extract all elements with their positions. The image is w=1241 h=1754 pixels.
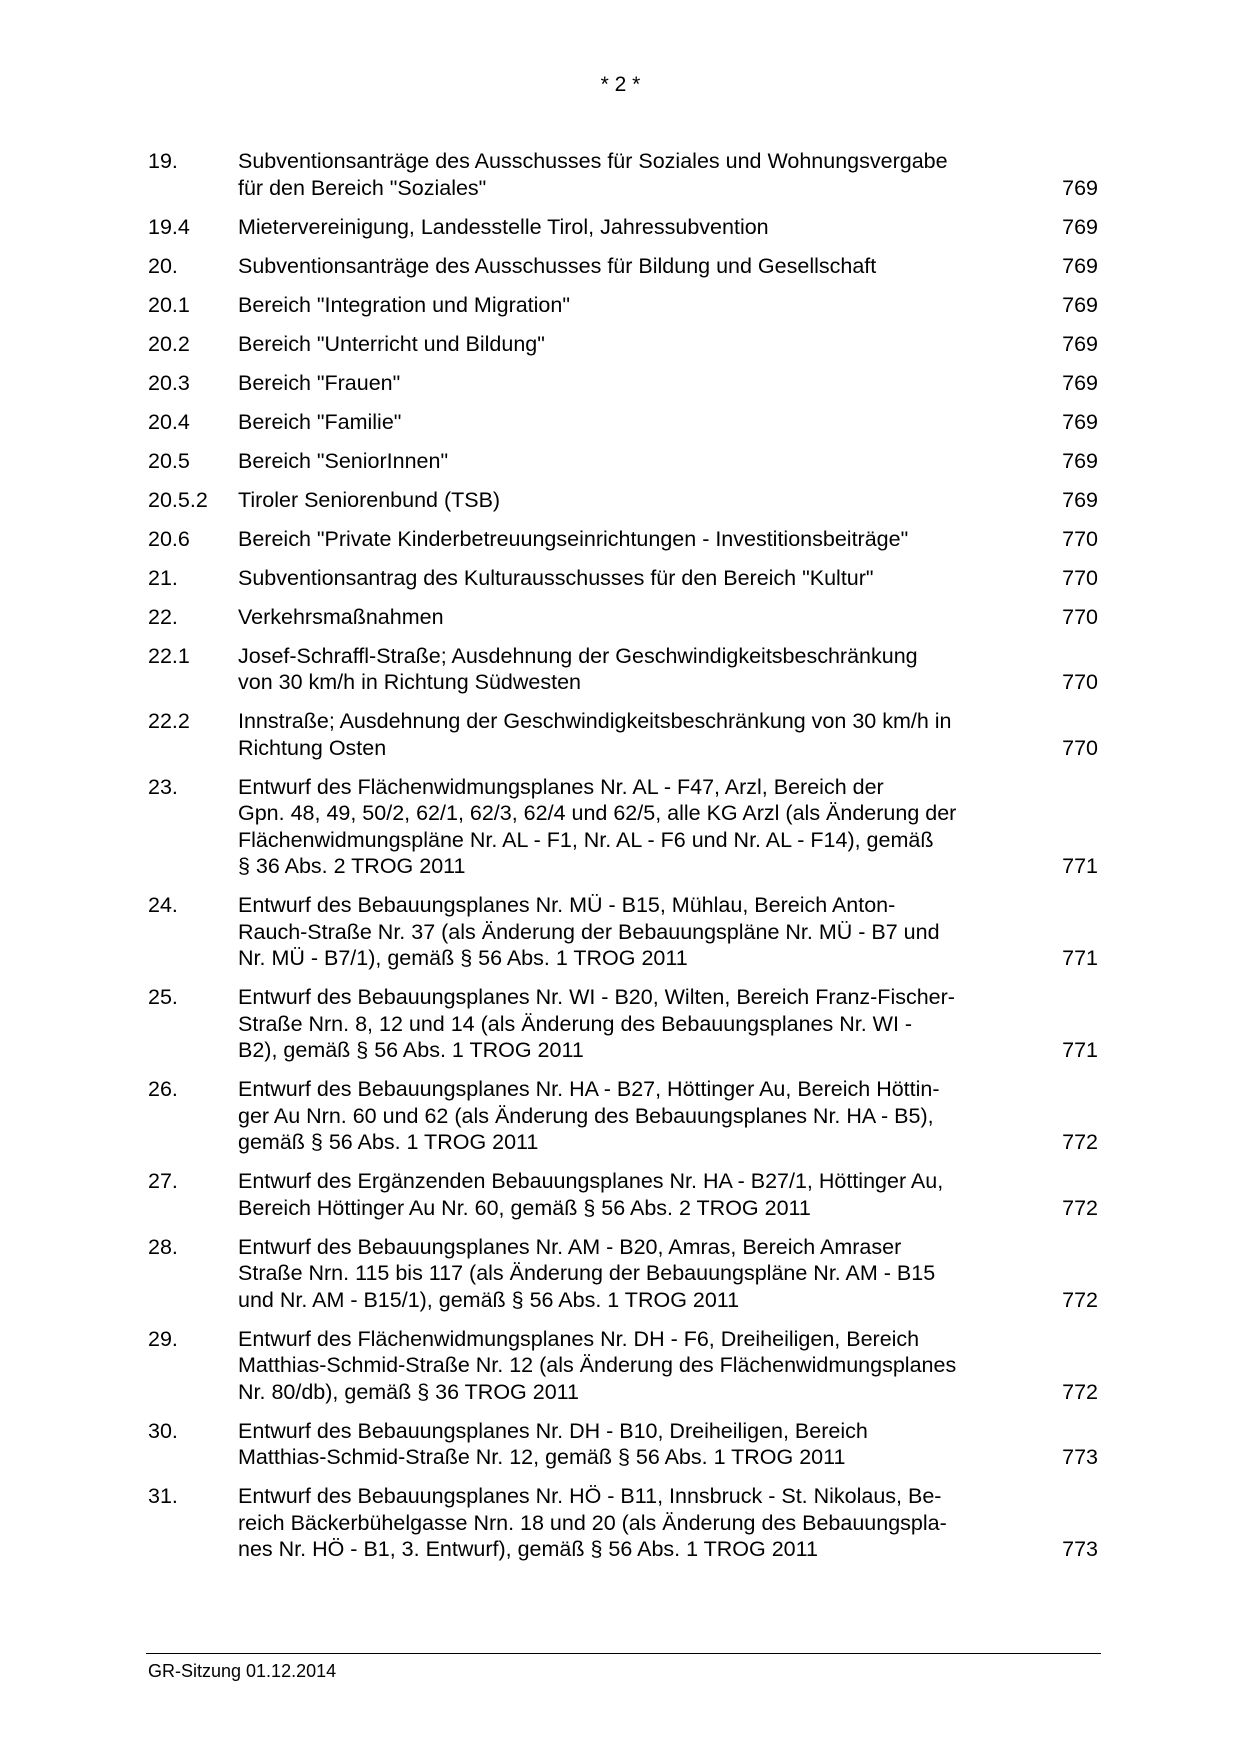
toc-entry: [148, 892, 1098, 972]
toc-entry-title: [238, 1483, 1013, 1563]
toc-entry-title: [238, 604, 1013, 631]
toc-entry-number: 20.5.2: [148, 487, 208, 512]
toc-entry: [148, 708, 1098, 761]
toc-entry-title-line: Subventionsanträge des Ausschusses für Bildung und Gesellschaft: [238, 253, 877, 278]
toc-entry-title: [238, 331, 1013, 358]
toc-entry-title-line: Entwurf des Bebauungsplanes Nr. AM - B20, Amras, Bereich Amraser: [238, 1234, 902, 1259]
toc-entry-title-line: ger Au Nrn. 60 und 62 (als Änderung des Bebauungsplanes Nr. HA - B5),: [238, 1103, 934, 1128]
toc-entry-number: 19.4: [148, 214, 190, 239]
toc-entry-title: [238, 984, 1013, 1064]
toc-entry: [148, 984, 1098, 1064]
toc-entry-page: 772: [1062, 1287, 1098, 1312]
toc-entry-number: 20.4: [148, 409, 190, 434]
toc-entry-number: 31.: [148, 1484, 178, 1508]
toc-entry-title-line: Verkehrsmaßnahmen: [238, 604, 444, 629]
toc-entry-title-line: Gpn. 48, 49, 50/2, 62/1, 62/3, 62/4 und 62/5, alle KG Arzl (als Änderung der: [238, 801, 957, 825]
toc-entry-page: 769: [1062, 370, 1098, 395]
toc-entry: [148, 331, 1098, 358]
toc-entry-title-line: Entwurf des Bebauungsplanes Nr. HÖ - B11, Innsbruck - St. Nikolaus, Be-: [238, 1484, 942, 1508]
toc-entry-title-line: Richtung Osten: [238, 735, 387, 760]
toc-entry-page: 770: [1062, 670, 1098, 694]
toc-entry-number: 19.: [148, 149, 178, 173]
toc-entry-title: [238, 1326, 1013, 1406]
toc-entry-page: 769: [1062, 487, 1098, 512]
toc-entry-page: 769: [1062, 175, 1098, 200]
toc-entry-title: [238, 292, 1013, 319]
toc-entry: [148, 1168, 1098, 1221]
toc-entry-title-line: Entwurf des Bebauungsplanes Nr. HA - B27, Höttinger Au, Bereich Höttin-: [238, 1077, 940, 1101]
toc-entry-number: 25.: [148, 985, 178, 1009]
toc-entry: [148, 409, 1098, 436]
toc-entry-title-line: gemäß § 56 Abs. 1 TROG 2011: [238, 1130, 539, 1154]
toc-entry-page: 770: [1062, 604, 1098, 629]
toc-entry-title: [238, 1234, 1013, 1314]
toc-entry-page: 772: [1062, 1195, 1098, 1220]
toc-entry-title: [238, 708, 1013, 761]
toc-entry-title-line: Matthias-Schmid-Straße Nr. 12 (als Änderung des Flächenwidmungsplanes: [238, 1353, 957, 1377]
toc-entry-title-line: § 36 Abs. 2 TROG 2011: [238, 854, 466, 878]
toc-entry-number: 28.: [148, 1234, 178, 1259]
toc-entry-title-line: Nr. 80/db), gemäß § 36 TROG 2011: [238, 1379, 579, 1404]
toc-entry-title-line: Innstraße; Ausdehnung der Geschwindigkeitsbeschränkung von 30 km/h in: [238, 709, 952, 733]
toc-entry-number: 23.: [148, 774, 178, 799]
toc-entry-page: 771: [1062, 854, 1098, 878]
toc-entry-title-line: Bereich Höttinger Au Nr. 60, gemäß § 56 Abs. 2 TROG 2011: [238, 1195, 811, 1220]
toc-entry-page: 771: [1062, 946, 1098, 970]
toc-entry-number: 20.: [148, 253, 178, 278]
toc-entry-page: 770: [1062, 565, 1098, 590]
toc-entry: [148, 565, 1098, 592]
toc-entry-title-line: B2), gemäß § 56 Abs. 1 TROG 2011: [238, 1038, 584, 1062]
toc-entry: [148, 1418, 1098, 1471]
toc-entry-title-line: Bereich "Frauen": [238, 370, 401, 395]
toc-entry-page: 769: [1062, 253, 1098, 278]
toc-entry-page: 769: [1062, 448, 1098, 473]
toc-entry-number: 27.: [148, 1169, 178, 1193]
toc-entry: [148, 643, 1098, 696]
toc-entry-title-line: Mietervereinigung, Landesstelle Tirol, Jahressubvention: [238, 214, 769, 239]
toc-entry: [148, 370, 1098, 397]
toc-entry: [148, 487, 1098, 514]
toc-entry-number: 20.3: [148, 370, 190, 395]
toc-entry-title: [238, 1418, 1013, 1471]
toc-entry-title-line: Flächenwidmungspläne Nr. AL - F1, Nr. AL - F6 und Nr. AL - F14), gemäß: [238, 827, 934, 852]
toc-entry: [148, 1234, 1098, 1314]
toc-entry-title: [238, 1168, 1013, 1221]
toc-entry-title: [238, 565, 1013, 592]
toc-entry: [148, 604, 1098, 631]
toc-entry-title-line: Josef-Schraffl-Straße; Ausdehnung der Geschwindigkeitsbeschränkung: [238, 643, 918, 668]
toc-entry: [148, 148, 1098, 201]
toc-entry-title-line: Entwurf des Flächenwidmungsplanes Nr. AL - F47, Arzl, Bereich der: [238, 774, 884, 799]
toc-entry-title: [238, 1076, 1013, 1156]
toc-entry-title-line: Tiroler Seniorenbund (TSB): [238, 487, 501, 512]
toc-entry-number: 20.1: [148, 292, 190, 317]
footer-divider: [146, 1653, 1101, 1654]
toc-entry-page: 773: [1062, 1445, 1098, 1469]
toc-entry: [148, 292, 1098, 319]
toc-entry-title: [238, 526, 1013, 553]
toc-entry-title-line: Straße Nrn. 8, 12 und 14 (als Änderung des Bebauungsplanes Nr. WI -: [238, 1011, 913, 1036]
toc-entry-title: [238, 148, 1013, 201]
toc-entry-number: 22.2: [148, 709, 190, 733]
toc-entry-title-line: Entwurf des Ergänzenden Bebauungsplanes Nr. HA - B27/1, Höttinger Au,: [238, 1169, 944, 1193]
toc-entry: [148, 774, 1098, 880]
toc-entry-title-line: Entwurf des Flächenwidmungsplanes Nr. DH - F6, Dreiheiligen, Bereich: [238, 1326, 920, 1351]
toc-entry-page: 769: [1062, 214, 1098, 239]
toc-entry-title-line: reich Bäckerbühelgasse Nrn. 18 und 20 (als Änderung des Bebauungspla-: [238, 1510, 947, 1535]
toc-entry-page: 771: [1062, 1038, 1098, 1062]
toc-entry-title: [238, 214, 1013, 241]
toc-entry-number: 20.5: [148, 448, 190, 473]
toc-entry-page: 769: [1062, 292, 1098, 317]
toc-entry-page: 773: [1062, 1537, 1098, 1561]
toc-entry-title-line: Straße Nrn. 115 bis 117 (als Änderung der Bebauungspläne Nr. AM - B15: [238, 1261, 936, 1285]
toc-entry-title-line: Nr. MÜ - B7/1), gemäß § 56 Abs. 1 TROG 2011: [238, 946, 688, 970]
toc-entry-title-line: Bereich "Familie": [238, 409, 402, 434]
toc-entry: [148, 526, 1098, 553]
toc-entry-title: [238, 409, 1013, 436]
toc-entry-page: 770: [1062, 526, 1098, 551]
toc-entry-number: 22.1: [148, 643, 190, 668]
toc-entry-title-line: Bereich "Unterricht und Bildung": [238, 331, 545, 356]
toc-entry-number: 21.: [148, 565, 178, 590]
toc-entry-title: [238, 487, 1013, 514]
footer-session-date: GR-Sitzung 01.12.2014: [148, 1661, 337, 1681]
toc-entry-title: [238, 253, 1013, 280]
toc-entry-page: 769: [1062, 409, 1098, 434]
toc-entry-title-line: Bereich "SeniorInnen": [238, 448, 449, 473]
toc-entry-title-line: nes Nr. HÖ - B1, 3. Entwurf), gemäß § 56 Abs. 1 TROG 2011: [238, 1537, 818, 1561]
toc-entry-title-line: Bereich "Private Kinderbetreuungseinrichtungen - Investitionsbeiträge": [238, 526, 909, 551]
toc-entry-title-line: für den Bereich "Soziales": [238, 175, 487, 200]
toc-entry-page: 769: [1062, 331, 1098, 356]
toc-entry: [148, 1326, 1098, 1406]
toc-entry-title: [238, 448, 1013, 475]
toc-entry: [148, 253, 1098, 280]
toc-entry-title-line: Entwurf des Bebauungsplanes Nr. MÜ - B15, Mühlau, Bereich Anton-: [238, 893, 896, 917]
toc-entry-number: 30.: [148, 1418, 178, 1443]
toc-entry-title-line: Entwurf des Bebauungsplanes Nr. DH - B10, Dreiheiligen, Bereich: [238, 1418, 868, 1443]
toc-entry-title-line: Subventionsanträge des Ausschusses für Soziales und Wohnungsvergabe: [238, 149, 948, 173]
toc-entry-title-line: Subventionsantrag des Kulturausschusses für den Bereich "Kultur": [238, 565, 874, 590]
toc-entry-title-line: Entwurf des Bebauungsplanes Nr. WI - B20, Wilten, Bereich Franz-Fischer-: [238, 985, 955, 1009]
toc-entry-title-line: Bereich "Integration und Migration": [238, 292, 570, 317]
page-number-header: * 2 *: [600, 73, 641, 96]
toc-entry-number: 20.6: [148, 526, 190, 551]
toc-entry-number: 26.: [148, 1077, 178, 1101]
toc-entry-title: [238, 370, 1013, 397]
toc-entry-page: 772: [1062, 1379, 1098, 1404]
toc-entry-page: 770: [1062, 735, 1098, 760]
toc-entry: [148, 1076, 1098, 1156]
toc-entry-title-line: Matthias-Schmid-Straße Nr. 12, gemäß § 56 Abs. 1 TROG 2011: [238, 1445, 846, 1469]
toc-entry: [148, 214, 1098, 241]
toc-entry-title-line: von 30 km/h in Richtung Südwesten: [238, 670, 582, 694]
toc-entry-title: [238, 774, 1013, 880]
toc-entry-number: 29.: [148, 1326, 178, 1351]
toc-entry-page: 772: [1062, 1130, 1098, 1154]
toc-entry-number: 22.: [148, 604, 178, 629]
toc-entry-title-line: und Nr. AM - B15/1), gemäß § 56 Abs. 1 TROG 2011: [238, 1287, 740, 1312]
toc-entry-title-line: Rauch-Straße Nr. 37 (als Änderung der Bebauungspläne Nr. MÜ - B7 und: [238, 919, 940, 944]
toc-entry-title: [238, 643, 1013, 696]
toc-entry-title: [238, 892, 1013, 972]
toc-entry: [148, 1483, 1098, 1563]
toc-entry: [148, 448, 1098, 475]
table-of-contents: [148, 148, 1098, 1575]
toc-entry-number: 24.: [148, 893, 178, 917]
toc-entry-number: 20.2: [148, 331, 190, 356]
